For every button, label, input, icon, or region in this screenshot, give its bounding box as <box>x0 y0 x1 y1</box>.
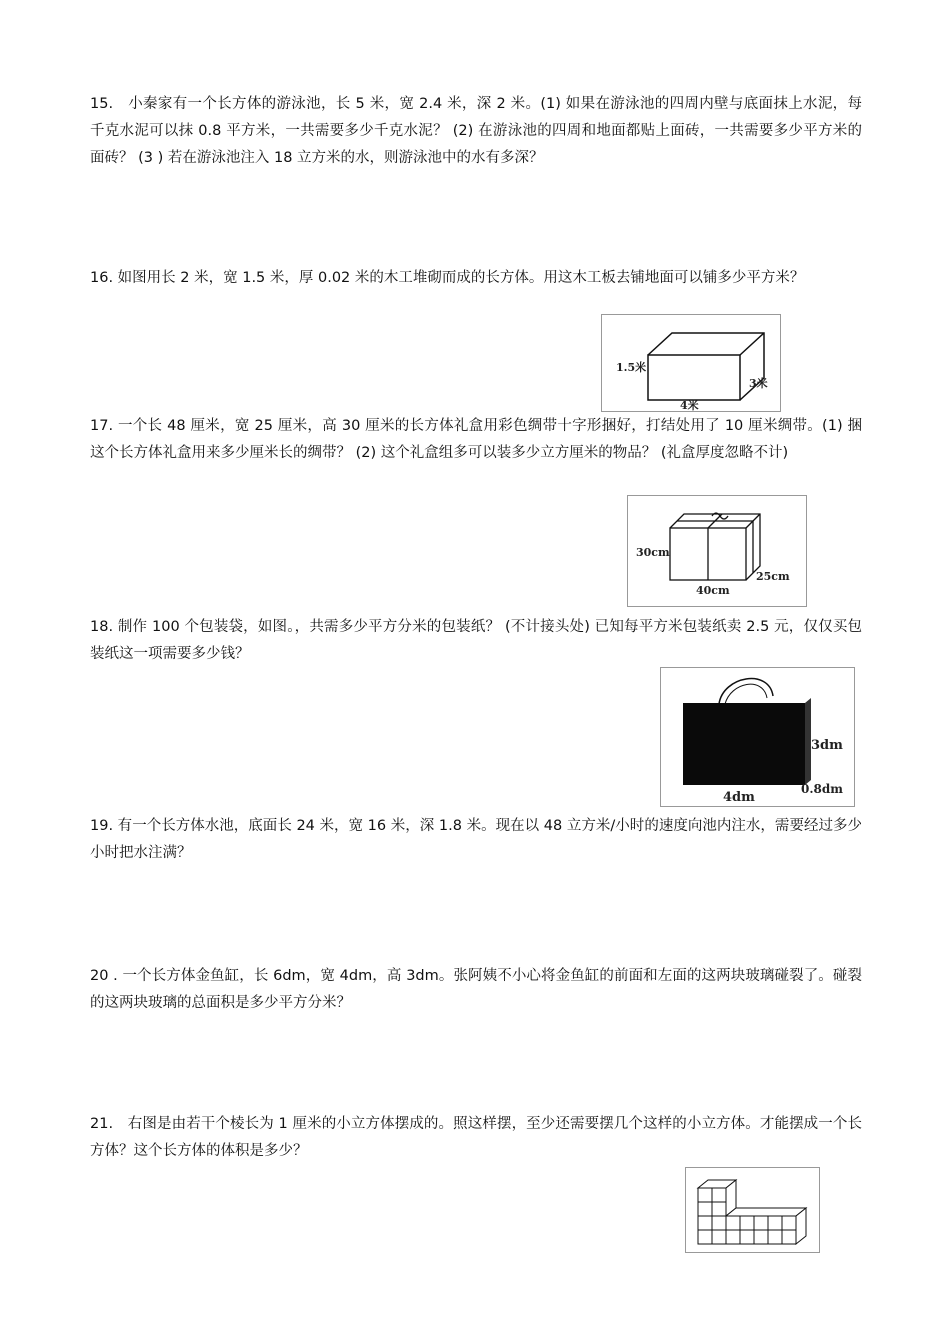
fig17-width-label: 25cm <box>756 570 790 583</box>
question-15: 15. 小秦家有一个长方体的游泳池，长 5 米，宽 2.4 米，深 2 米。(1) 如果在游泳池的四周内壁与底面抹上水泥，每 千克水泥可以抹 0.8 平方米，一共需要多少千克水泥？ (2) 在游泳池的四周和地面都贴上面砖，一共需要多少平方米的面砖？ (3 ) 若在游泳池注入 18 立方米的水，则游泳池中的水有多深？ <box>90 96 862 166</box>
fig18-height-label: 3dm <box>811 738 843 753</box>
fig16-length-label: 4米 <box>680 399 699 411</box>
question-16: 16. 如图用长 2 米，宽 1.5 米，厚 0.02 米的木工堆砌而成的长方体。用这木工板去铺地面可以铺多少平方米？ <box>90 270 805 286</box>
question-19: 19. 有一个长方体水池，底面长 24 米，宽 16 米，深 1.8 米。现在以 48 立方米/小时的速度向池内注水，需要经过多少小时把水注满？ <box>90 818 862 861</box>
figure-17-gift-box <box>627 495 807 607</box>
figure-18-bag <box>660 667 855 807</box>
question-18: 18. 制作 100 个包装袋，如图。，共需多少平方分米的包装纸？ (不计接头处) 已知每平方米包装纸卖 2.5 元，仅仅买包装纸这一项需要多少钱？ <box>90 619 862 662</box>
question-17: 17. 一个长 48 厘米，宽 25 厘米，高 30 厘米的长方体礼盒用彩色绸带十字形捆好，打结处用了 10 厘米绸带。(1) 捆这个长方体礼盒用来多少厘米长的绸带？ (2) 这个礼盒组多可以装多少立方厘米的物品？ (礼盒厚度忽略不计) <box>90 418 862 461</box>
fig17-length-label: 40cm <box>696 584 730 597</box>
question-20: 20 . 一个长方体金鱼缸，长 6dm，宽 4dm，高 3dm。张阿姨不小心将金鱼缸的前面和左面的这两块玻璃碰裂了。碰裂的这两块玻璃的总面积是多少平方分米？ <box>90 968 862 1011</box>
question-21: 21. 右图是由若干个棱长为 1 厘米的小立方体摆成的。照这样摆，至少还需要摆几个这样的小立方体。才能摆成一个长方体？这个长方体的体积是多少？ <box>90 1116 862 1159</box>
figure-21-cubes <box>685 1167 820 1253</box>
fig16-width-label: 3米 <box>749 377 768 390</box>
fig18-length-label: 4dm <box>723 790 755 805</box>
figure-16-cuboid <box>601 314 781 412</box>
fig18-width-label: 0.8dm <box>801 782 843 796</box>
fig17-height-label: 30cm <box>636 546 670 559</box>
fig16-height-label: 1.5米 <box>616 361 647 374</box>
